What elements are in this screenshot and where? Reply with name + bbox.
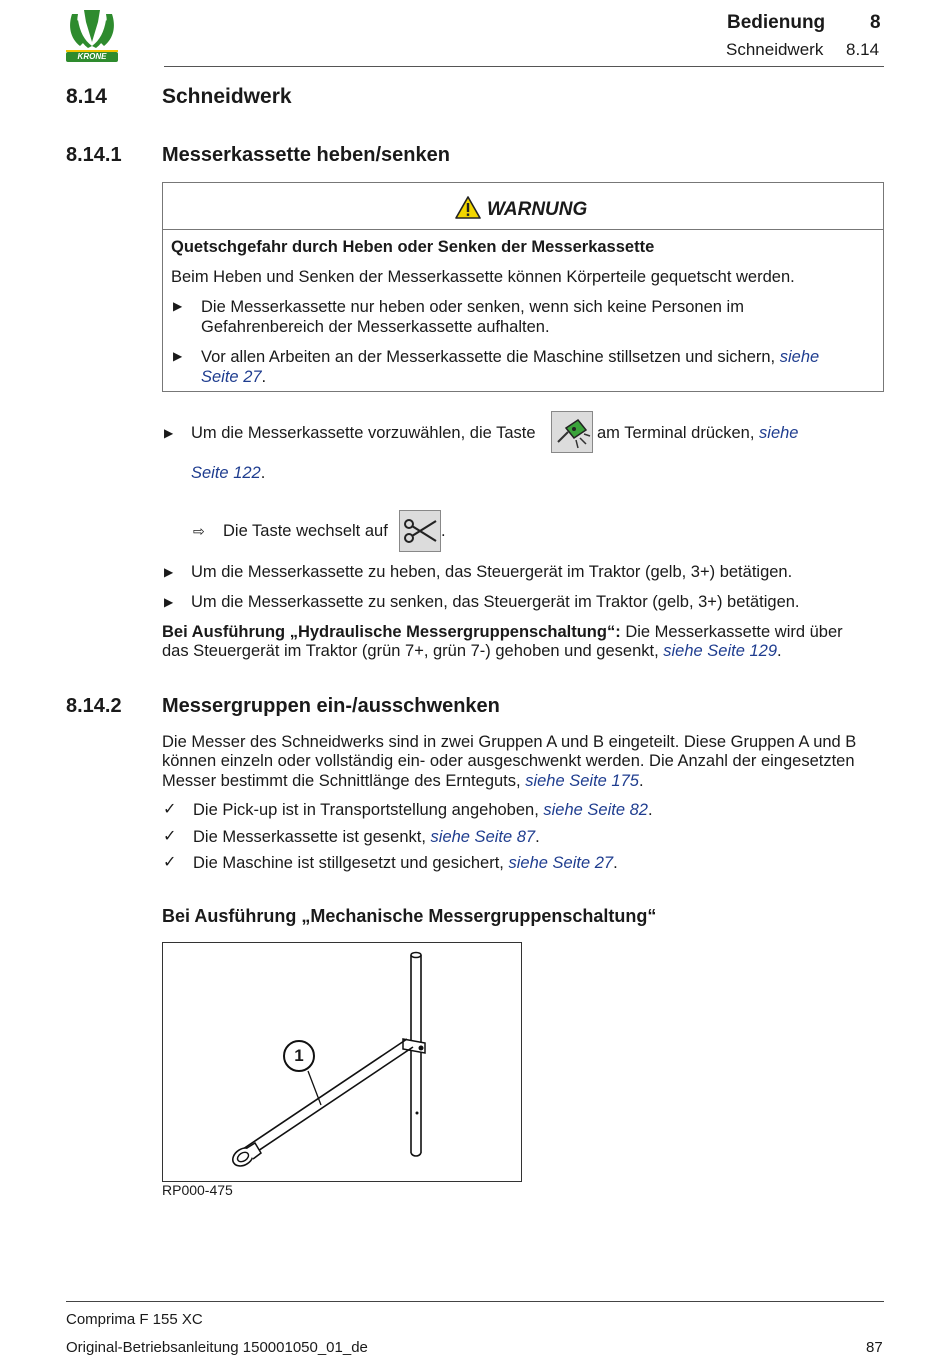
warning-bullet-2-text: Vor allen Arbeiten an der Messerkassette die Maschine stillsetzen und sichern, [201, 348, 776, 366]
subsection-2-title: Messergruppen ein-/ausschwenken [162, 695, 500, 717]
footer-model: Comprima F 155 XC [66, 1311, 203, 1328]
hydraulic-note-text: Die Messerkassette wird über [625, 623, 843, 641]
header-chapter-num: 8 [870, 12, 881, 33]
warning-title-bar [163, 183, 883, 230]
check-3-text: Die Maschine ist stillgesetzt und gesichert, [193, 854, 504, 872]
step-2-text: Um die Messerkassette zu heben, das Steuergerät im Traktor (gelb, 3+) betätigen. [191, 563, 793, 581]
warning-bullet-2-line1 [201, 347, 819, 367]
step-2-marker: ▶ [164, 565, 174, 579]
header-section-num: 8.14 [846, 40, 880, 59]
section-title: Schneidwerk [162, 85, 292, 108]
check-2-link[interactable]: siehe Seite 87 [430, 828, 536, 846]
intro-line1: Die Messer des Schneidwerks sind in zwei Gruppen A und B eingeteilt. Diese Gruppen A und B [162, 733, 857, 751]
warning-bullet-2-link[interactable]: siehe [779, 348, 820, 366]
warning-bullet-1-line1: Die Messerkassette nur heben oder senken, wenn sich keine Personen im [201, 298, 744, 316]
warning-page-link[interactable]: Seite 27 [201, 368, 262, 386]
krone-logo-text: KRONE [77, 52, 107, 61]
hydraulic-note-line1 [162, 622, 843, 642]
footer-document: Original-Betriebsanleitung 150001050_01_de [66, 1339, 368, 1356]
warning-headline: Quetschgefahr durch Heben oder Senken der Messerkassette [171, 238, 655, 256]
warning-bullet-2-marker: ▶ [173, 349, 183, 363]
warning-text: Beim Heben und Senken der Messerkassette können Körperteile gequetscht werden. [171, 268, 795, 286]
hydraulic-note-line2: das Steuergerät im Traktor (grün 7+, grün 7-) gehoben und gesenkt, siehe Seite 129. [162, 642, 782, 660]
figure-caption: RP000-475 [162, 1182, 233, 1198]
check-3-icon: ✓ [163, 854, 177, 871]
mechanical-linkage-illustration [163, 943, 521, 1181]
intro-text-3: Messer bestimmt die Schnittlänge des Ernteguts, [162, 772, 521, 790]
footer-rule [66, 1301, 884, 1302]
check-3: Die Maschine ist stillgesetzt und gesichert, siehe Seite 27. [193, 854, 618, 872]
warning-bullet-1-line2: Gefahrenbereich der Messerkassette aufhalten. [201, 318, 550, 336]
warning-box [162, 182, 884, 392]
subsection-number: 8.14.1 [66, 144, 122, 166]
warning-bullet-1-marker: ▶ [173, 299, 183, 313]
step-3-marker: ▶ [164, 595, 174, 609]
step-3-text: Um die Messerkassette zu senken, das Steuergerät im Traktor (gelb, 3+) betätigen. [191, 593, 800, 611]
subsection-2-number: 8.14.2 [66, 695, 122, 717]
warning-title: WARNUNG [487, 199, 588, 220]
scissors-key-icon[interactable] [399, 510, 441, 552]
check-1-icon: ✓ [163, 801, 177, 818]
result-period: . [441, 522, 446, 540]
step-1-text: Um die Messerkassette vorzuwählen, die Taste [191, 424, 536, 442]
step-1-line2: Seite 122. [191, 464, 266, 482]
check-3-link[interactable]: siehe Seite 27 [508, 854, 614, 872]
step-1-post: am Terminal drücken, [597, 424, 755, 442]
check-1: Die Pick-up ist in Transportstellung angehoben, siehe Seite 82. [193, 801, 653, 819]
section-number: 8.14 [66, 85, 107, 108]
hydraulic-note-link[interactable]: siehe Seite 129 [663, 642, 778, 660]
result-arrow-icon: ⇨ [193, 523, 205, 539]
knife-cassette-key-icon[interactable] [551, 411, 593, 453]
step-1-text-2 [597, 423, 798, 443]
footer-page-number: 87 [866, 1339, 883, 1356]
check-2: Die Messerkassette ist gesenkt, siehe Seite 87. [193, 828, 540, 846]
header-section-title: Schneidwerk [726, 40, 824, 59]
header-chapter-title: Bedienung [727, 12, 826, 33]
header-rule [164, 66, 884, 67]
check-2-text: Die Messerkassette ist gesenkt, [193, 828, 426, 846]
intro-line3: Messer bestimmt die Schnittlänge des Ernteguts, siehe Seite 175. [162, 772, 644, 790]
warning-bullet-2-line2: Seite 27. [201, 368, 267, 386]
intro-line2: können einzeln oder vollständig ein- oder ausgeschwenkt werden. Die Anzahl der eingesetzten [162, 752, 855, 770]
krone-logo [64, 8, 120, 64]
result-text: Die Taste wechselt auf [223, 522, 388, 540]
figure-frame [162, 942, 522, 1182]
step-1-marker: ▶ [164, 426, 174, 440]
check-1-link[interactable]: siehe Seite 82 [543, 801, 648, 819]
warning-triangle-icon [455, 196, 481, 224]
hydraulic-note-label: Bei Ausführung „Hydraulische Messergruppenschaltung“: [162, 623, 621, 641]
intro-link[interactable]: siehe Seite 175 [525, 772, 639, 790]
check-1-text: Die Pick-up ist in Transportstellung angehoben, [193, 801, 539, 819]
callout-circle [283, 1040, 315, 1072]
step-1-link[interactable]: siehe [759, 424, 799, 442]
step-1-page-link[interactable]: Seite 122 [191, 464, 261, 482]
callout-number: 1 [294, 1046, 304, 1065]
variant-heading: Bei Ausführung „Mechanische Messergruppenschaltung“ [162, 906, 657, 926]
check-2-icon: ✓ [163, 828, 177, 845]
hydraulic-note-text-2: das Steuergerät im Traktor (grün 7+, grün 7-) gehoben und gesenkt, [162, 642, 659, 660]
subsection-title: Messerkassette heben/senken [162, 144, 450, 166]
